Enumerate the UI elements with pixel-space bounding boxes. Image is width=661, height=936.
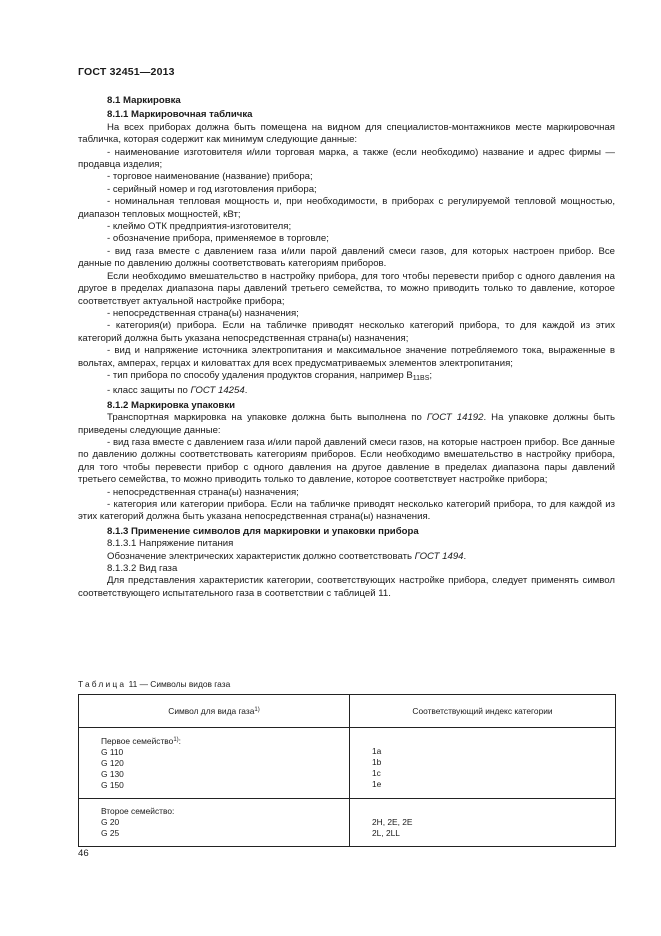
table-caption (78, 679, 230, 689)
list-item: - клеймо ОТК предприятия-изготовителя; (107, 221, 292, 233)
subsection-heading-8-1-3-2: 8.1.3.2 Вид газа (107, 563, 178, 575)
paragraph (78, 551, 615, 563)
category-index: 1a (372, 746, 382, 756)
list-item: - вид газа вместе с давлением газа и/или парой давлений смеси газов, для которых настроен прибор. Все данные по давлению должны соответствовать категориям приборов. (78, 245, 615, 270)
spacer (372, 806, 615, 817)
table-row (79, 728, 616, 799)
standard-reference: ГОСТ 1494 (414, 550, 464, 562)
footnote-mark: 1) (254, 707, 260, 713)
list-item: - обозначение прибора, применяемое в торговле; (107, 233, 329, 245)
gas-symbol: G 110 (101, 747, 124, 757)
category-index: 1b (372, 757, 382, 767)
table-row (79, 799, 616, 847)
paragraph: Для представления характеристик категории, соответствующих настройке прибора, следует применять символ соответствующего испытательного газа в соответствии с таблицей 11. (78, 575, 615, 599)
list-item: - вид газа вместе с давлением газа и/или парой давлений смеси газов, на которые настроен прибор. Все данные по давлению должны соответствовать категориям приборов. Если необходимо вмешательство в настройку прибора, для того чтобы перевести прибор с одного давления на другое давление в пределах диапазона пары давлений третьего семейства, то можно приводить только то давление, которое соответствует настройке прибора; (78, 436, 615, 486)
list-item: - непосредственная страна(ы) назначения; (107, 307, 299, 319)
list-item: - номинальная тепловая мощность и, при необходимости, в приборах с регулируемой тепловой мощностью, диапазон тепловых мощностей, кВт; (78, 196, 615, 220)
section-heading-8-1: 8.1 Маркировка (107, 95, 181, 106)
list-item: - категория или категории прибора. Если на табличке приводят несколько категорий прибора, то для каждой из этих категорий должна быть указана непосредственная страна(ы) назначения. (78, 499, 615, 523)
list-item-protection-class (78, 385, 615, 397)
table-cell (79, 728, 350, 799)
category-index: 2L, 2LL (372, 828, 400, 838)
paragraph: Если необходимо вмешательство в настройку прибора, для того чтобы перевести прибор с одного давления на другое в пределах диапазона пары давлений третьего семейства, то можно приводить только то давление, которое соответствует актуальной настройке прибора; (78, 270, 615, 307)
list-item-text: - класс защиты по (107, 385, 191, 397)
subscript: 11BS (412, 374, 430, 382)
table-header-cell: Соответствующий индекс категории (350, 695, 616, 728)
list-item: - непосредственная страна(ы) назначения; (107, 486, 299, 498)
gas-symbol: G 25 (101, 828, 120, 838)
gas-symbol: G 120 (101, 758, 124, 768)
document-body (78, 95, 615, 600)
category-index: 1c (372, 768, 381, 778)
table-cell (350, 799, 616, 847)
list-item: - торговое наименование (название) прибора; (107, 171, 313, 183)
subsection-heading-8-1-3-1: 8.1.3.1 Напряжение питания (107, 538, 234, 550)
table-cell (79, 799, 350, 847)
col1-header: Символ для вида газа (168, 706, 255, 716)
section-heading-8-1-1: 8.1.1 Маркировочная табличка (107, 109, 253, 121)
group-title-text: Первое семейство (101, 736, 174, 746)
list-item-appliance-type (78, 370, 615, 385)
group-title: Второе семейство: (101, 806, 175, 816)
category-index: 2H, 2E, 2E (372, 817, 413, 827)
table-header-cell (79, 695, 350, 728)
category-index: 1e (372, 779, 382, 789)
paragraph-text: Обозначение электрических характеристик должно соответствовать (107, 550, 415, 562)
gas-symbols-table (78, 694, 616, 847)
paragraph-text: Транспортная маркировка на упаковке должна быть выполнена по (107, 412, 427, 424)
punctuation: : (178, 736, 181, 746)
paragraph (78, 412, 615, 437)
section-heading-8-1-2: 8.1.2 Маркировка упаковки (107, 399, 236, 411)
table-caption-text: 11 — Символы видов газа (126, 679, 231, 689)
spacer (372, 735, 615, 746)
paragraph-text: . На упаковке должны быть приведены следующие данные: (78, 412, 615, 436)
table-header-row (79, 695, 616, 728)
gas-symbol: G 20 (101, 817, 120, 827)
group-title (101, 735, 349, 747)
punctuation: ; (429, 369, 433, 381)
paragraph: На всех приборах должна быть помещена на видном для специалистов-монтажников месте маркировочная табличка, которая содержит как минимум следующие данные: (78, 121, 615, 146)
punctuation: . (244, 385, 248, 397)
standard-reference: ГОСТ 14254 (190, 385, 245, 397)
table-caption-word: Таблица (78, 679, 127, 689)
section-heading-8-1-3: 8.1.3 Применение символов для маркировки и упаковки прибора (107, 525, 419, 537)
document-header: ГОСТ 32451—2013 (78, 66, 175, 78)
gas-symbol: G 130 (101, 769, 124, 779)
footnote-mark: 1) (173, 737, 179, 743)
page-number: 46 (78, 848, 89, 859)
list-item: - наименование изготовителя и/или торговая марка, а также (если необходимо) название и адрес фирмы — продавца изделия; (78, 146, 615, 171)
paragraph-text: . (463, 550, 467, 562)
list-item: - категория(и) прибора. Если на табличке приводят несколько категорий прибора, то для каждой из этих категорий должна быть указана непосредственная страна(ы) назначения; (78, 320, 615, 344)
gas-symbol: G 150 (101, 780, 124, 790)
list-item-text: - тип прибора по способу удаления продуктов сгорания, например В (107, 369, 413, 381)
table-cell (350, 728, 616, 799)
list-item: - серийный номер и год изготовления прибора; (107, 183, 317, 195)
list-item: - вид и напряжение источника электропитания и максимальное значение потребляемого тока, выраженные в вольтах, амперах, герцах и киловаттах для всех предусматриваемых элементов электропитания; (78, 345, 615, 369)
standard-reference: ГОСТ 14192 (426, 412, 484, 424)
